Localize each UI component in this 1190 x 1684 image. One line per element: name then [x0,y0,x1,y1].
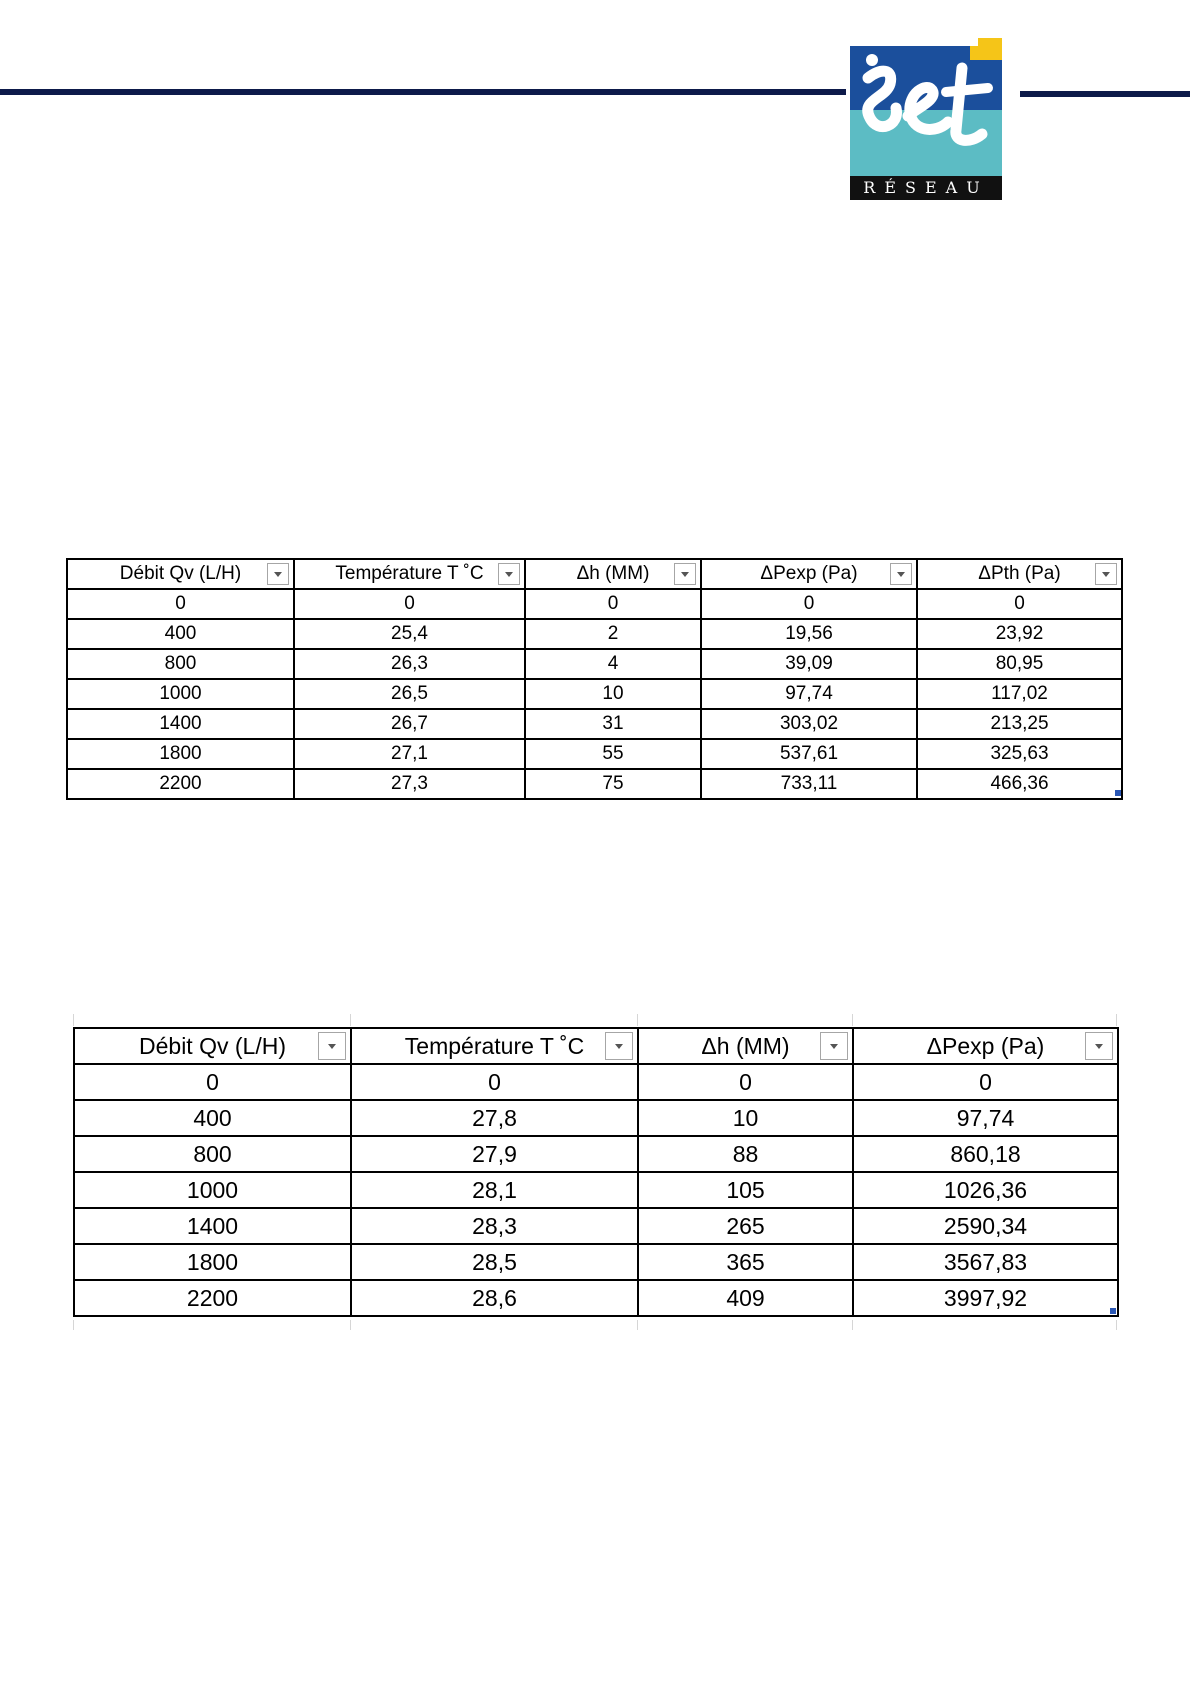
sort-descending-icon [1095,1044,1103,1049]
chevron-down-icon [505,572,513,577]
table-cell[interactable]: 26,7 [294,709,525,739]
filter-dropdown-button[interactable] [267,563,289,585]
table-cell[interactable]: 31 [525,709,701,739]
column-header-debit: Débit Qv (L/H) [74,1028,351,1064]
table-cell[interactable]: 400 [74,1100,351,1136]
filter-dropdown-button[interactable] [1095,563,1117,585]
table-cell[interactable]: 25,4 [294,619,525,649]
table-cell[interactable]: 10 [638,1100,853,1136]
filter-dropdown-button[interactable] [890,563,912,585]
table-cell[interactable]: 117,02 [917,679,1122,709]
table-cell[interactable]: 800 [67,649,294,679]
table-cell[interactable]: 1026,36 [853,1172,1118,1208]
filter-dropdown-button[interactable] [674,563,696,585]
sheet-gridline [852,1014,853,1026]
table-cell[interactable]: 303,02 [701,709,917,739]
sheet-gridline [637,1320,638,1330]
table-cell[interactable]: 55 [525,739,701,769]
table-cell[interactable]: 409 [638,1280,853,1316]
results-table-2 [73,1027,1119,1317]
table-cell[interactable]: 3997,92 [853,1280,1118,1316]
sheet-gridline [1116,1320,1117,1330]
table-cell[interactable]: 0 [701,589,917,619]
chevron-down-icon [274,572,282,577]
column-header-temperature: Température T ˚C [351,1028,638,1064]
table-cell[interactable]: 97,74 [701,679,917,709]
table-cell[interactable]: 1400 [74,1208,351,1244]
table-cell[interactable]: 27,8 [351,1100,638,1136]
table-cell[interactable]: 28,6 [351,1280,638,1316]
table-cell[interactable]: 733,11 [701,769,917,799]
table-cell[interactable]: 27,1 [294,739,525,769]
table-cell[interactable]: 26,3 [294,649,525,679]
table-row [74,1208,1118,1244]
table-cell[interactable]: 400 [67,619,294,649]
chevron-down-icon [830,1044,838,1049]
table-row [67,619,1122,649]
table-cell[interactable]: 860,18 [853,1136,1118,1172]
table-cell[interactable]: 1000 [74,1172,351,1208]
table-cell[interactable]: 105 [638,1172,853,1208]
table-row [74,1136,1118,1172]
column-header-temperature: Température T ˚C [294,559,525,589]
column-header-delta-h: Δh (MM) [638,1028,853,1064]
filter-dropdown-button[interactable] [318,1032,346,1060]
table-cell[interactable]: 3567,83 [853,1244,1118,1280]
chevron-down-icon [681,572,689,577]
sheet-gridline [637,1014,638,1026]
table-cell[interactable]: 27,9 [351,1136,638,1172]
table-cell[interactable]: 75 [525,769,701,799]
table-cell[interactable]: 0 [351,1064,638,1100]
table-row [74,1244,1118,1280]
logo-caption: RÉSEAU [863,178,989,197]
chevron-down-icon [1102,572,1110,577]
sheet-gridline [350,1014,351,1026]
column-header-delta-p-exp: ΔPexp (Pa) [853,1028,1118,1064]
table-cell[interactable]: 1800 [67,739,294,769]
table-cell[interactable]: 23,92 [917,619,1122,649]
table-cell[interactable]: 39,09 [701,649,917,679]
sheet-gridline [852,1320,853,1330]
table-cell[interactable]: 0 [853,1064,1118,1100]
header-rule-left [0,89,846,95]
table-cell[interactable]: 0 [74,1064,351,1100]
table-row [67,709,1122,739]
chevron-down-icon [897,572,905,577]
table-cell[interactable]: 537,61 [701,739,917,769]
table-row [67,679,1122,709]
sheet-gridline [1116,1014,1117,1026]
table-cell[interactable]: 325,63 [917,739,1122,769]
column-header-delta-h: Δh (MM) [525,559,701,589]
table-cell[interactable]: 2 [525,619,701,649]
results-table-1 [66,558,1123,800]
chevron-down-icon [615,1044,623,1049]
table-cell[interactable]: 0 [525,589,701,619]
table-row [67,649,1122,679]
column-header-debit: Débit Qv (L/H) [67,559,294,589]
table-cell[interactable]: 26,5 [294,679,525,709]
table-cell[interactable]: 19,56 [701,619,917,649]
table-cell[interactable]: 28,3 [351,1208,638,1244]
table-cell[interactable]: 10 [525,679,701,709]
table-row [67,589,1122,619]
table-row [74,1280,1118,1316]
header-rule-right [1020,91,1190,97]
table-cell[interactable]: 1800 [74,1244,351,1280]
chevron-down-icon [328,1044,336,1049]
column-header-delta-p-th: ΔPth (Pa) [917,559,1122,589]
filter-dropdown-button[interactable] [820,1032,848,1060]
sheet-gridline [73,1014,74,1026]
table-row [67,739,1122,769]
table-row [74,1172,1118,1208]
table-cell[interactable]: 213,25 [917,709,1122,739]
filter-dropdown-button[interactable] [605,1032,633,1060]
sheet-gridline [73,1320,74,1330]
table-cell[interactable]: 2200 [67,769,294,799]
table-cell[interactable]: 265 [638,1208,853,1244]
table-cell[interactable]: 0 [917,589,1122,619]
iset-logo [850,38,1010,200]
table-row [74,1064,1118,1100]
table-cell[interactable]: 88 [638,1136,853,1172]
table-cell[interactable]: 4 [525,649,701,679]
table-cell[interactable]: 80,95 [917,649,1122,679]
table-resize-handle[interactable] [1110,1308,1116,1314]
table-cell[interactable]: 28,1 [351,1172,638,1208]
table-cell[interactable]: 466,36 [917,769,1122,799]
table-cell[interactable]: 0 [67,589,294,619]
table-header-row [74,1028,1118,1064]
sheet-gridline [350,1320,351,1330]
table-cell[interactable]: 1400 [67,709,294,739]
table-cell[interactable]: 800 [74,1136,351,1172]
table-cell[interactable]: 2200 [74,1280,351,1316]
table-row [67,769,1122,799]
sort-filter-dropdown-button[interactable] [1085,1032,1113,1060]
table-cell[interactable]: 2590,34 [853,1208,1118,1244]
table-cell[interactable]: 27,3 [294,769,525,799]
table-cell[interactable]: 1000 [67,679,294,709]
table-cell[interactable]: 0 [638,1064,853,1100]
table-header-row [67,559,1122,589]
table-cell[interactable]: 0 [294,589,525,619]
table-resize-handle[interactable] [1115,790,1121,796]
table-cell[interactable]: 97,74 [853,1100,1118,1136]
table-cell[interactable]: 28,5 [351,1244,638,1280]
filter-dropdown-button[interactable] [498,563,520,585]
table-row [74,1100,1118,1136]
table-cell[interactable]: 365 [638,1244,853,1280]
column-header-delta-p-exp: ΔPexp (Pa) [701,559,917,589]
